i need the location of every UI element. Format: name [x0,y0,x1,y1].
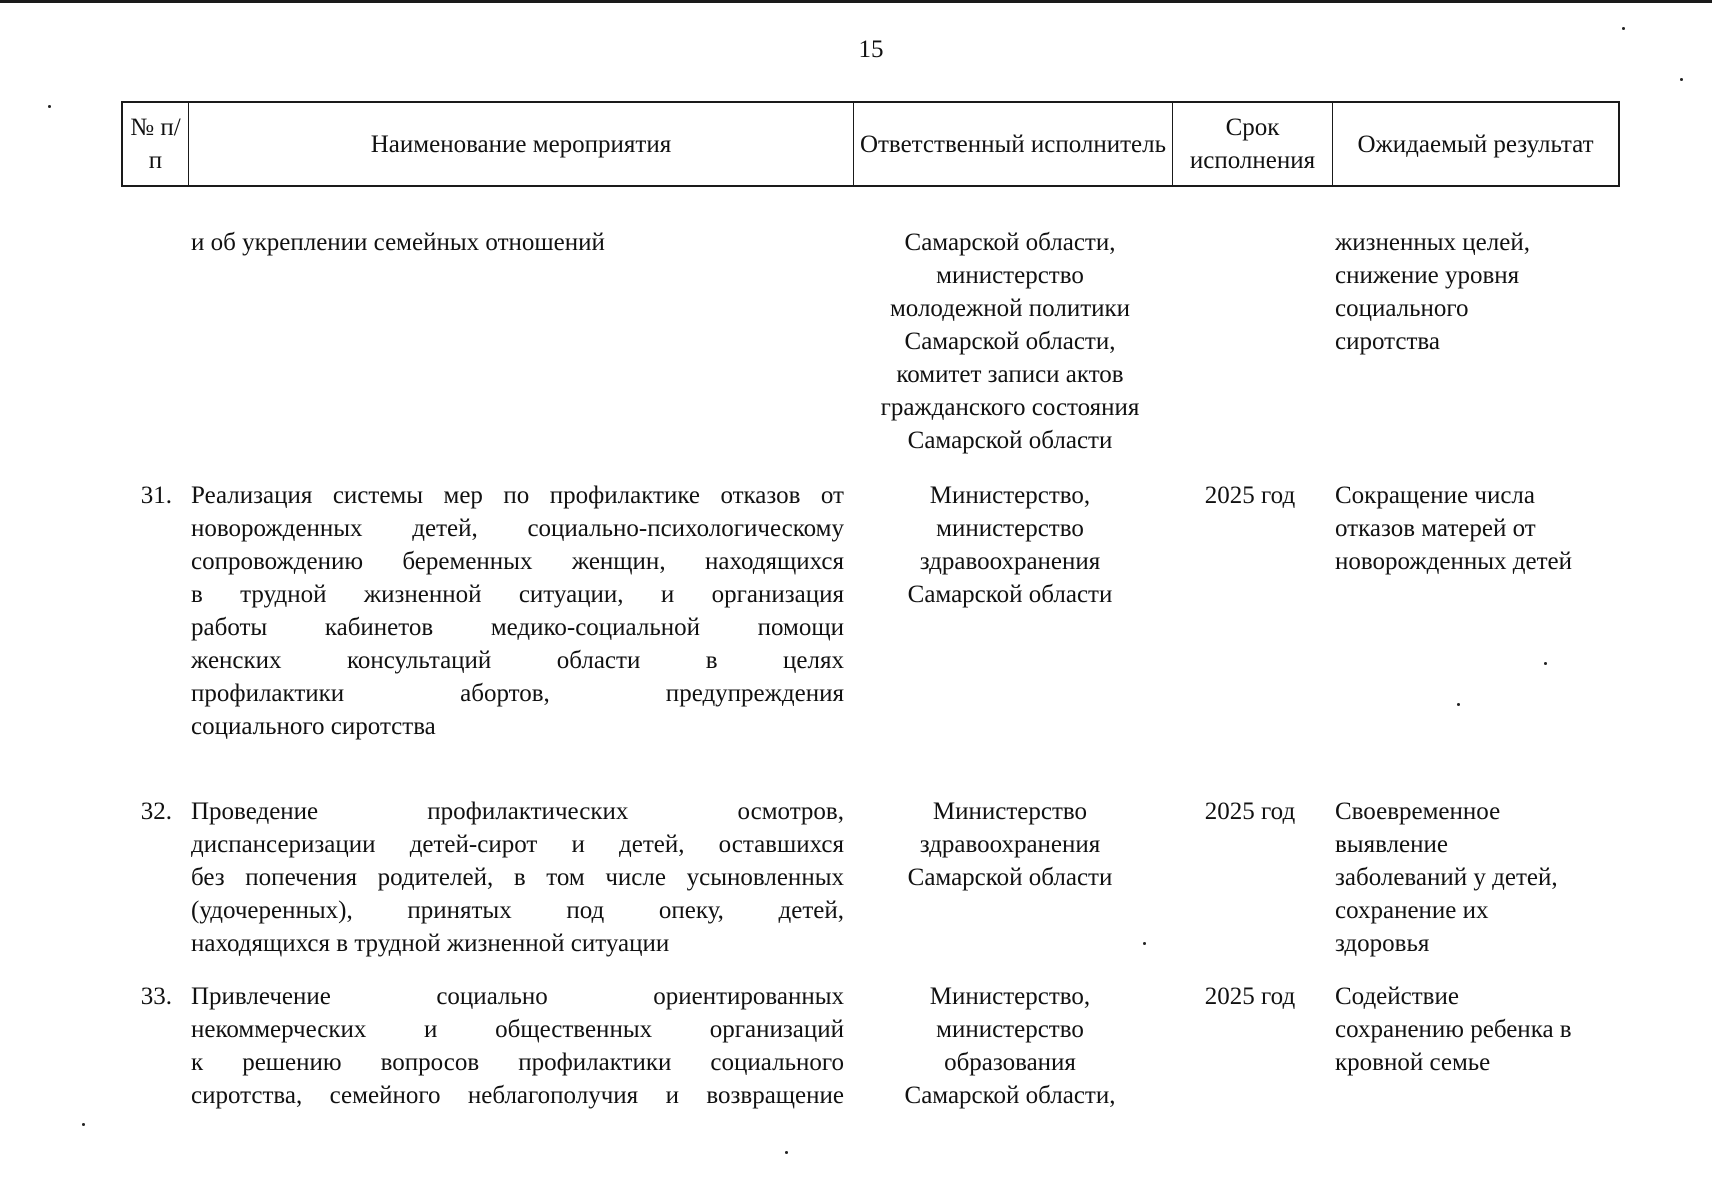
scan-speck [1544,662,1547,665]
row-executor: Самарской области, министерство молодежной политики Самарской области, комитет записи актов гражданского состояния Самарской области [880,229,1140,454]
header-name: Наименование мероприятия [189,103,854,185]
row-executor: Министерство, министерство здравоохранения Самарской области [907,482,1113,608]
table-header [121,101,1620,187]
header-num: № п/п [123,103,189,185]
header-term: Срок исполнения [1173,103,1333,185]
header-result: Ожидаемый результат [1357,130,1594,158]
scan-speck [1143,942,1146,945]
row-number: 32. [140,798,172,825]
row-result: Содействие сохранению ребенка в кровной семье [1335,983,1572,1076]
row-term: 2025 год [1204,482,1296,509]
row-name: Проведение профилактических осмотров, диспансеризации детей-сирот и детей, оставшихся без попечения родителей, в том числе усыновленных (удочеренных), принятых под опеку, детей, находящихся в трудной жизненной ситуации [191,798,844,957]
row-term: 2025 год [1204,798,1296,825]
scan-speck [48,105,51,108]
row-executor: Министерство, министерство образования Самарской области, [904,983,1116,1109]
page-number: 15 [858,36,884,63]
row-term: 2025 год [1204,983,1296,1010]
scan-speck [1622,27,1625,30]
row-result: Сокращение числа отказов матерей от новорожденных детей [1335,482,1572,575]
scan-top-edge [0,0,1712,3]
row-result: жизненных целей, снижение уровня социального сиротства [1335,229,1530,355]
row-result: Своевременное выявление заболеваний у детей, сохранение их здоровья [1335,798,1558,957]
row-number: 31. [140,482,172,509]
row-name: Привлечение социально ориентированных некоммерческих и общественных организаций к решению вопросов профилактики социального сиротства, семейного неблагополучия и возвращение [191,983,844,1109]
header-executor: Ответственный исполнитель [854,103,1173,185]
row-name: и об укреплении семейных отношений [191,229,605,256]
scan-speck [1457,703,1460,706]
scan-speck [82,1123,85,1126]
row-name: Реализация системы мер по профилактике отказов от новорожденных детей, социально-психологическому сопровождению беременных женщин, находящихся в трудной жизненной ситуации, и организация работы кабинетов медико-социальной помощи женских консультаций области в целях профилактики абортов, предупреждения социального сиротства [191,482,844,740]
scan-speck [1680,78,1683,81]
scan-speck [785,1151,788,1154]
row-number: 33. [140,983,172,1010]
row-executor: Министерство здравоохранения Самарской области [907,798,1113,891]
